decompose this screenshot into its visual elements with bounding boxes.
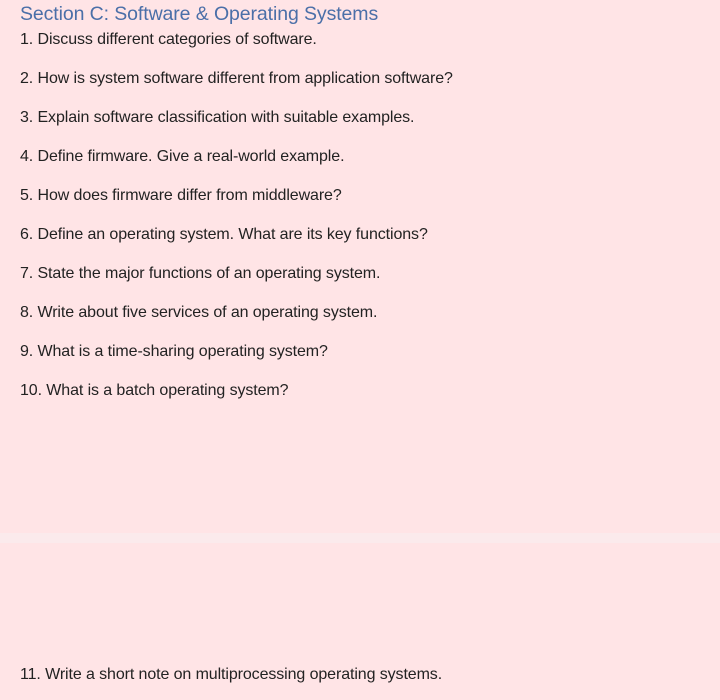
- question-11: 11. Write a short note on multiprocessing operating systems.: [20, 666, 443, 683]
- question-7: 7. State the major functions of an operating system.: [20, 265, 381, 282]
- question-8: 8. Write about five services of an operating system.: [20, 304, 378, 321]
- question-4: 4. Define firmware. Give a real-world example.: [20, 148, 345, 165]
- question-6: 6. Define an operating system. What are its key functions?: [20, 226, 428, 243]
- question-2: 2. How is system software different from application software?: [20, 70, 453, 87]
- question-5: 5. How does firmware differ from middleware?: [20, 187, 342, 204]
- page-divider: [0, 533, 720, 543]
- section-title: Section C: Software & Operating Systems: [20, 3, 379, 25]
- question-9: 9. What is a time-sharing operating system?: [20, 343, 328, 360]
- question-10: 10. What is a batch operating system?: [20, 382, 289, 399]
- question-1: 1. Discuss different categories of software.: [20, 31, 317, 48]
- question-3: 3. Explain software classification with suitable examples.: [20, 109, 415, 126]
